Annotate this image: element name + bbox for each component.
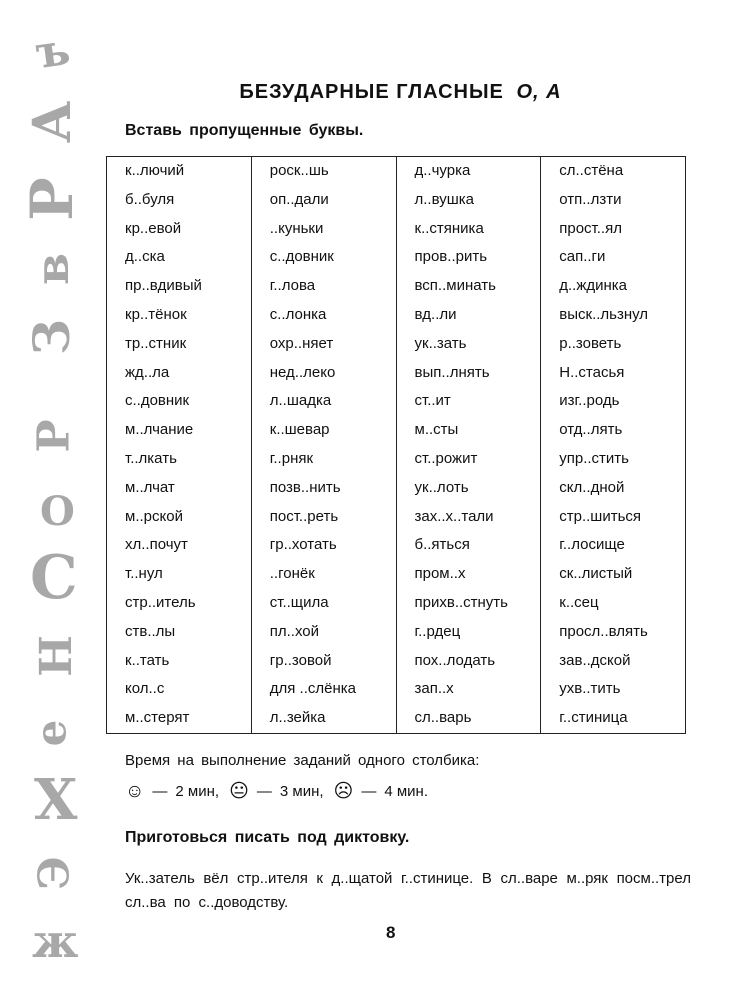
- word-item: гр..зовой: [269, 651, 332, 669]
- dash: —: [256, 783, 272, 800]
- decorative-letter: е: [26, 719, 76, 747]
- word-item: л..зейка: [269, 709, 326, 727]
- word-item: сл..стёна: [559, 162, 624, 179]
- word-item: прост..ял: [559, 219, 622, 237]
- word-item: ухв..тить: [559, 680, 621, 698]
- word-item: м..стерят: [125, 709, 190, 727]
- dash: —: [152, 783, 168, 800]
- word-item: к..сец: [559, 593, 599, 611]
- word-item: выск..льзнул: [559, 305, 649, 323]
- word-item: пр..вдивый: [125, 277, 202, 295]
- word-item: оп..дали: [269, 190, 329, 208]
- word-item: л..вушка: [414, 190, 474, 208]
- decorative-letter-column: [0, 0, 100, 1000]
- word-item: кол..с: [125, 680, 165, 698]
- word-item: сап..ги: [559, 248, 606, 266]
- word-item: пл..хой: [269, 622, 320, 640]
- dictation-instruction: Приготовься писать под диктовку.: [125, 829, 410, 846]
- word-item: б..буля: [125, 190, 175, 208]
- word-item: м..рской: [125, 507, 183, 525]
- title-vowels: О, А: [516, 81, 562, 103]
- word-item: г..рдец: [414, 622, 461, 640]
- word-item: с..довник: [125, 392, 190, 410]
- word-item: позв..нить: [269, 478, 341, 496]
- word-column-4: [541, 157, 685, 733]
- word-item: м..лчат: [125, 478, 175, 496]
- word-column-3: [397, 157, 542, 733]
- word-item: пох..лодать: [414, 651, 496, 669]
- word-item: б..яться: [414, 536, 470, 554]
- word-item: всп..минать: [414, 277, 496, 295]
- decorative-letter: Н: [30, 635, 82, 677]
- dash: —: [361, 783, 377, 800]
- word-column-2: [252, 157, 397, 733]
- decorative-letter: в: [24, 253, 79, 285]
- word-item: т..нул: [125, 565, 163, 583]
- word-item: ..куньки: [269, 219, 324, 237]
- time-value: 3 мин,: [279, 783, 324, 800]
- word-item: пост..реть: [269, 507, 339, 525]
- word-item: роск..шь: [269, 162, 329, 179]
- word-item: ст..ит: [414, 392, 451, 410]
- decorative-letter: Э: [29, 856, 79, 890]
- word-item: прихв..стнуть: [414, 593, 508, 611]
- word-item: с..довник: [269, 248, 334, 266]
- word-item: с..лонка: [269, 305, 327, 323]
- word-column-1: [107, 157, 252, 733]
- word-item: зах..х..тали: [414, 507, 494, 525]
- decorative-letter: ъ: [32, 23, 74, 80]
- word-item: д..чурка: [414, 162, 471, 179]
- word-item: вд..ли: [414, 305, 457, 323]
- word-item: зав..дской: [559, 651, 631, 669]
- word-item: кр..тёнок: [125, 305, 187, 323]
- word-item: изг..родь: [559, 392, 620, 410]
- word-item: ук..зать: [414, 334, 467, 352]
- word-item: жд..ла: [125, 363, 170, 381]
- word-item: нед..леко: [269, 363, 336, 381]
- decorative-letter: З: [22, 318, 82, 356]
- page-title: [0, 81, 741, 104]
- word-item: для ..слёнка: [269, 680, 356, 698]
- word-item: г..стиница: [559, 709, 628, 727]
- decorative-letter: Р: [28, 419, 80, 453]
- word-item: ств..лы: [125, 622, 176, 640]
- word-item: Н..стасья: [559, 363, 625, 381]
- word-item: стр..шиться: [559, 507, 642, 525]
- word-item: отп..лзти: [559, 190, 622, 208]
- title-main: БЕЗУДАРНЫЕ ГЛАСНЫЕ: [239, 81, 504, 103]
- word-item: упр..стить: [559, 449, 629, 467]
- word-item: ук..лоть: [414, 478, 469, 496]
- page-number: 8: [386, 923, 396, 942]
- word-item: скл..дной: [559, 478, 625, 496]
- word-item: стр..итель: [125, 593, 196, 611]
- word-item: к..стяника: [414, 219, 484, 237]
- word-item: м..сты: [414, 421, 459, 439]
- word-item: зап..х: [414, 680, 454, 698]
- smile-face-icon: ☺: [125, 781, 145, 802]
- word-item: охр..няет: [269, 334, 334, 352]
- time-note: Время на выполнение заданий одного столбика:: [125, 752, 480, 769]
- word-item: отд..лять: [559, 421, 623, 439]
- word-item: вып..лнять: [414, 363, 490, 381]
- decorative-letter: А: [22, 100, 84, 144]
- word-item: г..рняк: [269, 449, 314, 467]
- word-item: л..шадка: [269, 392, 332, 410]
- dictation-text: Ук..затель вёл стр..ителя к д..щатой г..стинице. В сл..варе м..ряк посм..трел сл..ва по с..доводству.: [125, 870, 691, 911]
- time-scale: [125, 782, 428, 801]
- word-item: сл..варь: [414, 709, 472, 727]
- word-item: д..ждинка: [559, 277, 628, 295]
- word-item: гр..хотать: [269, 536, 337, 554]
- word-item: ст..щила: [269, 593, 329, 611]
- decorative-letter: Х: [34, 767, 78, 833]
- word-item: м..лчание: [125, 421, 194, 439]
- word-item: г..лосище: [559, 536, 625, 554]
- word-item: т..лкать: [125, 449, 177, 467]
- word-item: просл..влять: [559, 622, 648, 640]
- word-item: пром..х: [414, 565, 466, 583]
- decorative-letter: О: [40, 488, 75, 535]
- word-item: р..зоветь: [559, 334, 622, 352]
- word-item: ..гонёк: [269, 565, 315, 583]
- sad-face-icon: ☹: [333, 781, 354, 802]
- word-item: ст..рожит: [414, 449, 478, 467]
- word-item: кр..евой: [125, 219, 182, 237]
- word-item: тр..стник: [125, 334, 187, 352]
- word-item: г..лова: [269, 277, 316, 295]
- word-item: д..ска: [125, 248, 165, 266]
- word-item: ск..листый: [559, 565, 633, 583]
- time-value: 2 мин,: [175, 783, 220, 800]
- time-value: 4 мин.: [384, 783, 428, 800]
- task-instruction: Вставь пропущенные буквы.: [125, 122, 364, 139]
- word-item: к..тать: [125, 651, 170, 669]
- word-item: к..шевар: [269, 421, 330, 439]
- neutral-face-icon: 😐: [229, 781, 249, 802]
- decorative-letter: Р: [17, 177, 86, 221]
- decorative-letter: С: [30, 543, 78, 613]
- decorative-letter: ж: [32, 914, 79, 968]
- word-item: к..лючий: [125, 162, 185, 179]
- word-item: пров..рить: [414, 248, 488, 266]
- word-table: [106, 156, 686, 734]
- word-item: хл..почут: [125, 536, 188, 554]
